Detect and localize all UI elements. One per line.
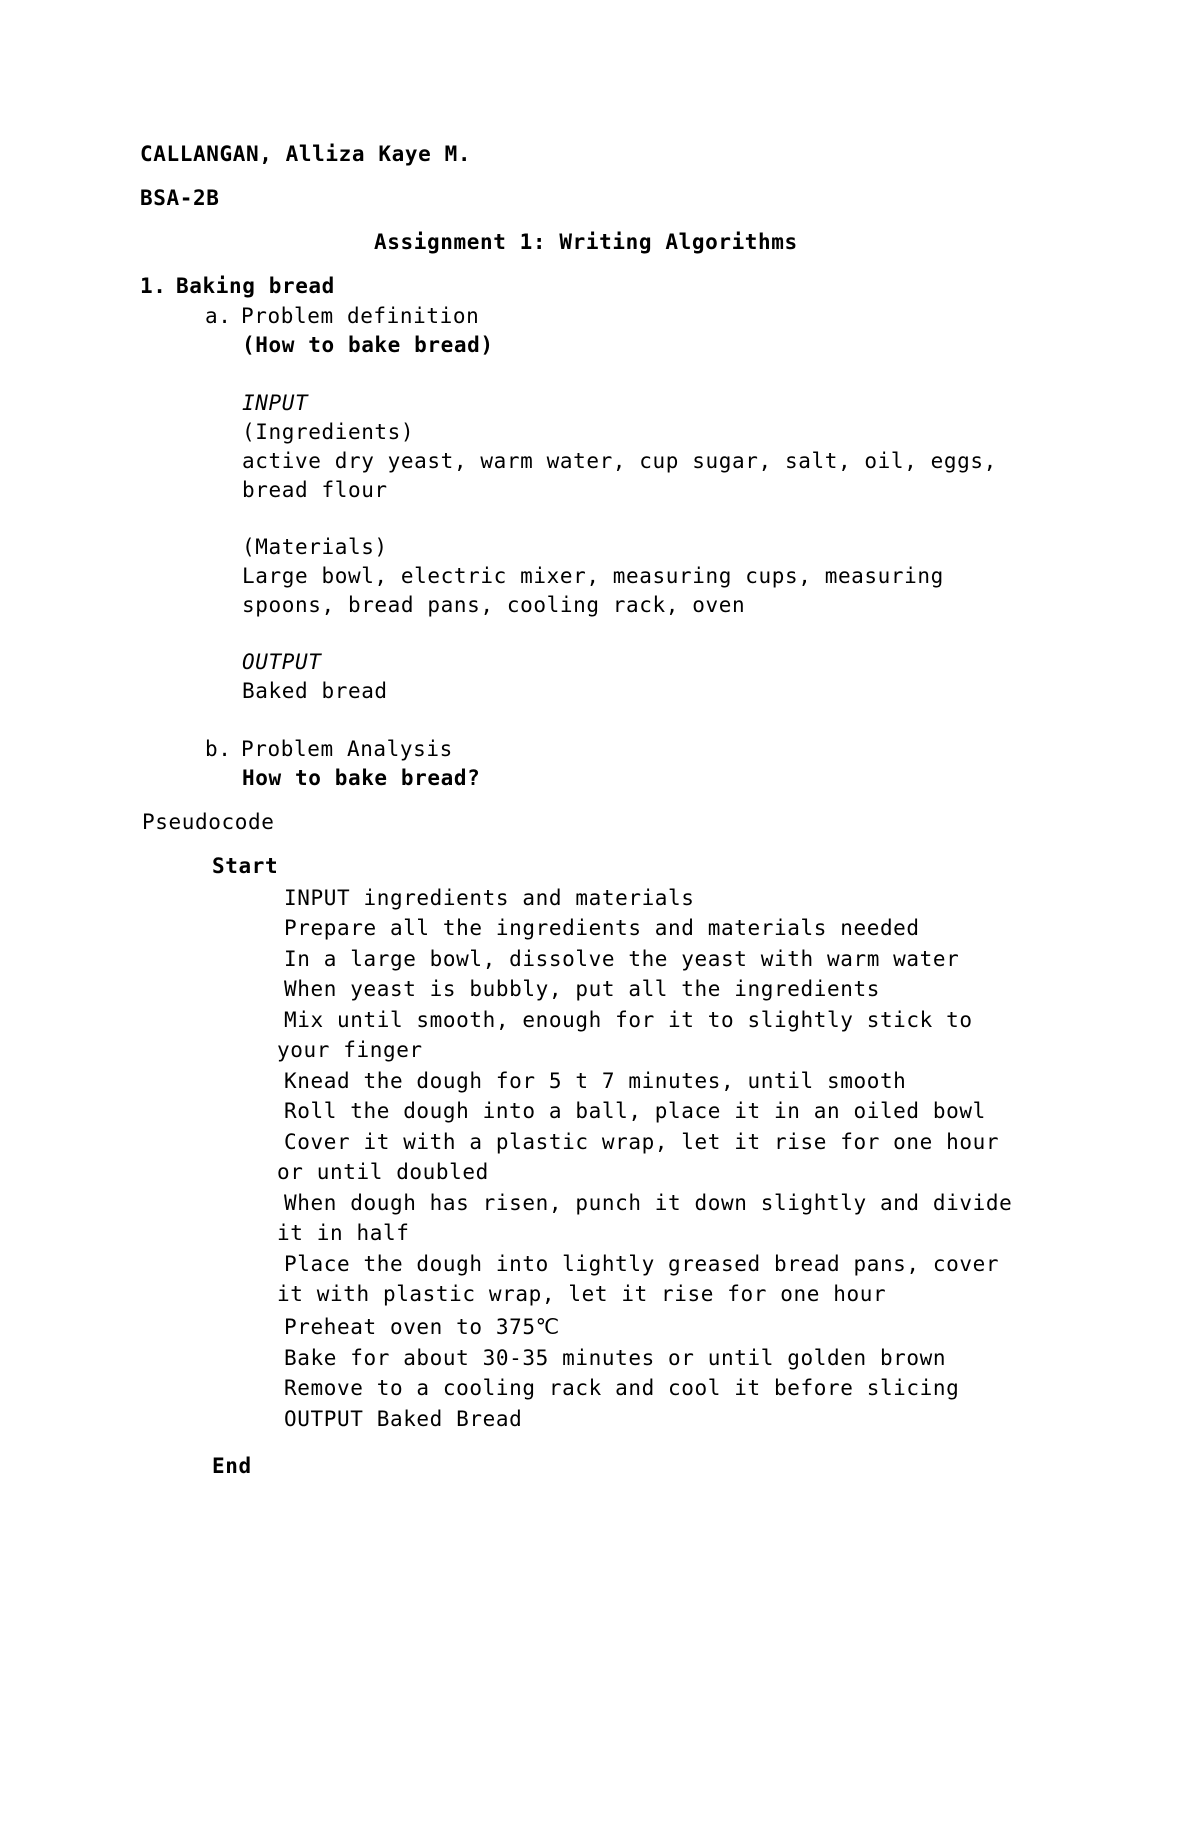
student-section: BSA-2B xyxy=(140,186,220,210)
output-value: Baked bread xyxy=(242,679,388,703)
pseudocode-step: When yeast is bubbly, put all the ingredients xyxy=(284,977,880,1001)
output-label: OUTPUT xyxy=(242,650,322,674)
pseudocode-step: In a large bowl, dissolve the yeast with warm water xyxy=(284,947,960,971)
pseudocode-step-continuation: or until doubled xyxy=(277,1160,489,1184)
item-b-title: Problem Analysis xyxy=(241,737,453,761)
item-b-label: b. xyxy=(205,737,232,761)
pseudocode-step: Roll the dough into a ball, place it in an oiled bowl xyxy=(284,1099,986,1123)
pseudocode-step: Place the dough into lightly greased bread pans, cover xyxy=(284,1252,1000,1276)
pseudocode-step-continuation: it with plastic wrap, let it rise for one hour xyxy=(277,1282,887,1306)
materials-label: (Materials) xyxy=(242,535,388,559)
item-a-heading xyxy=(205,302,479,331)
pseudocode-step: Knead the dough for 5 t 7 minutes, until smooth xyxy=(284,1069,907,1093)
item-b-subheading: How to bake bread? xyxy=(242,766,481,790)
pseudocode-step: INPUT ingredients and materials xyxy=(284,886,695,910)
assignment-title: Assignment 1: Writing Algorithms xyxy=(374,230,798,254)
ingredients-label: (Ingredients) xyxy=(242,420,415,444)
pseudocode-step-continuation: it in half xyxy=(277,1221,410,1245)
pseudocode-step: Cover it with a plastic wrap, let it rise for one hour xyxy=(284,1130,1000,1154)
pseudocode-label: Pseudocode xyxy=(142,810,275,834)
ingredients-line-1: active dry yeast, warm water, cup sugar, salt, oil, eggs, xyxy=(242,449,997,473)
pseudocode-step: OUTPUT Baked Bread xyxy=(284,1407,523,1431)
pseudocode-step: Bake for about 30-35 minutes or until golden brown xyxy=(284,1346,947,1370)
input-label: INPUT xyxy=(242,391,309,415)
pseudocode-step: When dough has risen, punch it down slightly and divide xyxy=(284,1191,1013,1215)
materials-line-1: Large bowl, electric mixer, measuring cups, measuring xyxy=(242,564,944,588)
pseudocode-step: Preheat oven to 375℃ xyxy=(284,1315,560,1339)
item-a-subheading: (How to bake bread) xyxy=(242,333,494,357)
materials-line-2: spoons, bread pans, cooling rack, oven xyxy=(242,593,746,617)
item-a-title: Problem definition xyxy=(241,304,480,328)
pseudocode-end: End xyxy=(212,1454,252,1478)
pseudocode-step: Prepare all the ingredients and materials needed xyxy=(284,916,920,940)
ingredients-line-2: bread flour xyxy=(242,478,388,502)
pseudocode-step: Remove to a cooling rack and cool it before slicing xyxy=(284,1376,960,1400)
pseudocode-step: Mix until smooth, enough for it to slightly stick to xyxy=(284,1008,973,1032)
pseudocode-start: Start xyxy=(212,854,279,878)
item-a-label: a. xyxy=(205,304,232,328)
item-1-title: Baking bread xyxy=(176,274,335,298)
item-b-heading xyxy=(205,735,453,764)
item-1-heading xyxy=(140,272,335,301)
item-1-number: 1. xyxy=(140,274,167,298)
pseudocode-step-continuation: your finger xyxy=(277,1038,423,1062)
student-name: CALLANGAN, Alliza Kaye M. xyxy=(140,142,472,166)
